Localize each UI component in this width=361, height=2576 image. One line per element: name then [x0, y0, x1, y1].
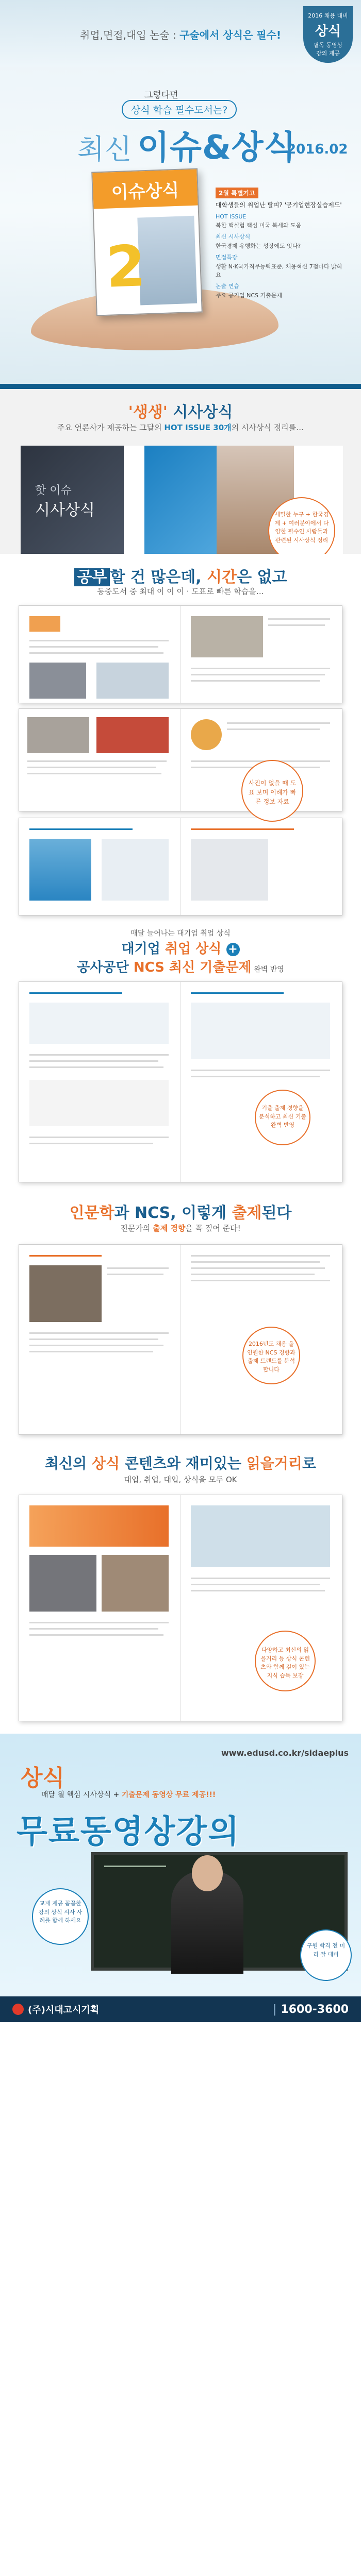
page-table — [191, 1003, 330, 1059]
section-live-issues — [0, 384, 361, 554]
lecture-url[interactable]: www.edusd.co.kr/sidaeplus — [221, 1748, 349, 1758]
page-left — [19, 818, 180, 915]
tagline-prefix: 취업,면접,대입 논술 : — [79, 29, 180, 41]
section-humanities — [0, 1193, 361, 1445]
feature-item: 주요 공기업 NCS 기출문제 — [216, 292, 283, 299]
hero-subtitle-2: 상식 학습 필수도서는? — [122, 100, 237, 119]
page-photo — [29, 663, 86, 699]
page-right — [180, 606, 342, 703]
section4-heading — [0, 938, 361, 957]
feature-item: 북한 핵실험 핵심 미국 북세와 도움 — [216, 222, 302, 229]
heading-part-a: 인문학 — [69, 1204, 114, 1222]
desc-prefix: 주요 언론사가 제공하는 그달의 — [57, 423, 165, 432]
heading-part-b: 할 건 많은데, — [110, 568, 207, 586]
heading-part-d: 은 없고 — [237, 568, 287, 586]
page-photo — [29, 1555, 96, 1612]
heading-rest: 시사상식 — [167, 403, 233, 421]
dark-cover-line1: 핫 이슈 — [35, 484, 72, 497]
section4-pre: 매달 늘어나는 대기업 취업 상식 — [130, 929, 231, 938]
section5-heading — [0, 1200, 361, 1223]
book-cover — [91, 168, 203, 316]
plus-icon: + — [226, 943, 240, 956]
heading-part-b: 취업 상식 — [165, 941, 222, 957]
badge-line-2: 상식 — [315, 24, 341, 39]
dark-cover-line2: 시사상식 — [35, 501, 95, 519]
feature-item: 생활 N·K국가직무능력표준, 채용혁신 7점마다 밝혀요 — [216, 263, 342, 278]
section6-desc: 대입, 취업, 대입, 상식을 모두 OK — [124, 1475, 237, 1484]
page-tag — [29, 616, 60, 632]
heading-part-a: 대기업 — [121, 941, 165, 957]
heading-part-b: 상식 — [91, 1455, 120, 1472]
footer — [0, 1996, 361, 2022]
page-photo — [96, 717, 169, 753]
page-left — [19, 982, 180, 1182]
feature-list — [216, 185, 344, 299]
section3-heading — [0, 564, 361, 587]
lecture-bubble-2: 구원 학격 전 미리 잘 대비 — [300, 1929, 352, 1981]
feature-item: 한국경제 유행화는 성장에도 잇다? — [216, 243, 301, 249]
lecture-title-main: 무료동영상강의 — [17, 1812, 240, 1850]
lecturer-head — [192, 1855, 223, 1891]
section4-callout: 기출 출제 경향을 분석하고 최신 기출 완벽 반영 — [255, 1090, 310, 1145]
page-right — [180, 1495, 342, 1721]
section2-heading — [0, 399, 361, 422]
heading-part-e: 로 — [302, 1455, 316, 1472]
badge-line-3: 필독 동영상 — [313, 42, 343, 48]
phone-value: 1600-3600 — [281, 2003, 349, 2016]
hero-title — [77, 121, 296, 168]
lecture-bubble-1: 교재 제공 꼼꼼한 강의 상식 시사 사례를 함께 하세요 — [32, 1888, 89, 1945]
page-left — [19, 1495, 180, 1721]
heading-part-c: 출제 — [232, 1204, 262, 1222]
dark-cover-page — [21, 446, 124, 554]
section5-callout: 2016년도 채용 올인원한 NCS 경향과 출제 트렌드를 분석합니다 — [242, 1327, 300, 1384]
heading2-part-a: 공사공단 — [77, 960, 134, 975]
page-chart — [96, 663, 169, 699]
section5-desc — [0, 1223, 361, 1233]
page-photo — [29, 1265, 102, 1322]
page-left — [19, 606, 180, 703]
blue-graphic — [144, 446, 217, 554]
heading-part-a: 최신의 — [45, 1455, 92, 1472]
desc-emphasis: 출제 경향 — [153, 1224, 186, 1233]
tagline-highlight: 구술에서 상식은 필수! — [179, 29, 282, 41]
page-right — [180, 982, 342, 1182]
section-ncs — [0, 925, 361, 1193]
feature-label: HOT ISSUE — [216, 213, 247, 220]
section2-callout: 세밀한 누구 + 한국경제 + 여러분야에서 다양한 필수인 사람들과 관련된 시사상식 정리 — [268, 497, 335, 554]
page-spread-ncs — [19, 981, 342, 1182]
desc-suffix: 의 시사상식 정리를… — [231, 423, 304, 432]
hero-tagline — [0, 27, 361, 42]
feature-key: 2월 특별기고 — [216, 188, 258, 198]
section3-desc: 동중도서 중 최대 이 이 이 · 도표로 빠른 학습을… — [97, 587, 264, 596]
lecture-subtitle — [41, 1789, 216, 1800]
page-table — [102, 839, 169, 901]
section2-desc — [0, 422, 361, 433]
heading-part-c: 시간 — [207, 568, 237, 586]
heading-part-d: 된다 — [261, 1204, 292, 1222]
page-spread-3 — [19, 818, 342, 916]
page-left — [19, 1245, 180, 1434]
section4-heading-2 — [0, 957, 361, 976]
page-right — [180, 818, 342, 915]
section6-heading — [0, 1452, 361, 1473]
page-left — [19, 709, 180, 811]
company-name: (주)시대고시기획 — [28, 2005, 100, 2015]
desc-suffix: 을 꼭 짚어 준다! — [185, 1224, 241, 1233]
feature-label: 최신 시사상식 — [216, 233, 251, 240]
section-reading — [0, 1445, 361, 1734]
page-table — [29, 1080, 169, 1126]
heading2-part-b: NCS 최신 기출문제 — [133, 960, 252, 975]
page-banner — [29, 1505, 169, 1547]
badge-line-4: 강의 제공 — [316, 50, 340, 57]
hero-title-small: 최신 — [77, 133, 133, 165]
section-study — [0, 554, 361, 925]
heading-part-b: 과 NCS, 이렇게 — [114, 1204, 232, 1222]
heading-part-a: 공부 — [74, 568, 110, 586]
hero-section — [0, 0, 361, 384]
company-logo[interactable] — [12, 2003, 99, 2016]
subtitle-emphasis: 기출문제 동영상 무료 제공!!! — [121, 1791, 216, 1799]
desc-prefix: 전문가의 — [120, 1224, 153, 1233]
desc-emphasis: HOT ISSUE 30개 — [164, 423, 232, 432]
heading-part-c: 콘텐츠와 재미있는 — [120, 1455, 247, 1472]
badge-line-1: 2016 채용 대비 — [308, 12, 348, 19]
page-chart — [29, 839, 91, 901]
hero-title-main: 이슈&상식 — [137, 129, 297, 167]
section3-callout: 사진이 없을 때 도표 보며 이해가 빠른 정보 자료 — [241, 760, 303, 822]
page-graphic — [191, 719, 222, 750]
heading-part-d: 읽을거리 — [246, 1455, 302, 1472]
heading2-part-c: 완벽 반영 — [251, 965, 284, 974]
issue-date: 2016.02 — [287, 142, 348, 157]
section6-callout: 다양하고 최신의 읽을거리 등 상식 콘텐츠와 함께 깊이 있는 지식 습득 보장 — [255, 1631, 316, 1691]
feature-label: 논술 연습 — [216, 283, 240, 290]
page-photo — [27, 717, 89, 753]
page-photo — [191, 616, 263, 657]
hero-subtitle-1: 그렇다면 — [144, 90, 178, 100]
subtitle-prefix: 매달 월 핵심 시사상식 + — [41, 1791, 122, 1799]
section-free-lecture — [0, 1734, 361, 1996]
page-table — [29, 1003, 169, 1044]
page-spread-1 — [19, 605, 342, 703]
page-table — [191, 839, 268, 901]
page-photo — [102, 1555, 169, 1612]
chalk-line — [104, 1866, 166, 1867]
book-issue-number: 2 — [105, 233, 147, 300]
book-title: 이슈상식 — [92, 170, 198, 209]
lecture-title-1: 상식 — [21, 1765, 65, 1791]
logo-icon — [12, 2004, 24, 2015]
phone-number[interactable] — [272, 2003, 349, 2016]
feature-title: 대학생들의 취업난 탈피? '공기업현장실습제도' — [216, 201, 342, 209]
feature-label: 면접특강 — [216, 254, 238, 261]
separator: | — [272, 2003, 277, 2016]
page-image — [191, 1505, 330, 1567]
heading-quote: '생생' — [128, 403, 168, 421]
